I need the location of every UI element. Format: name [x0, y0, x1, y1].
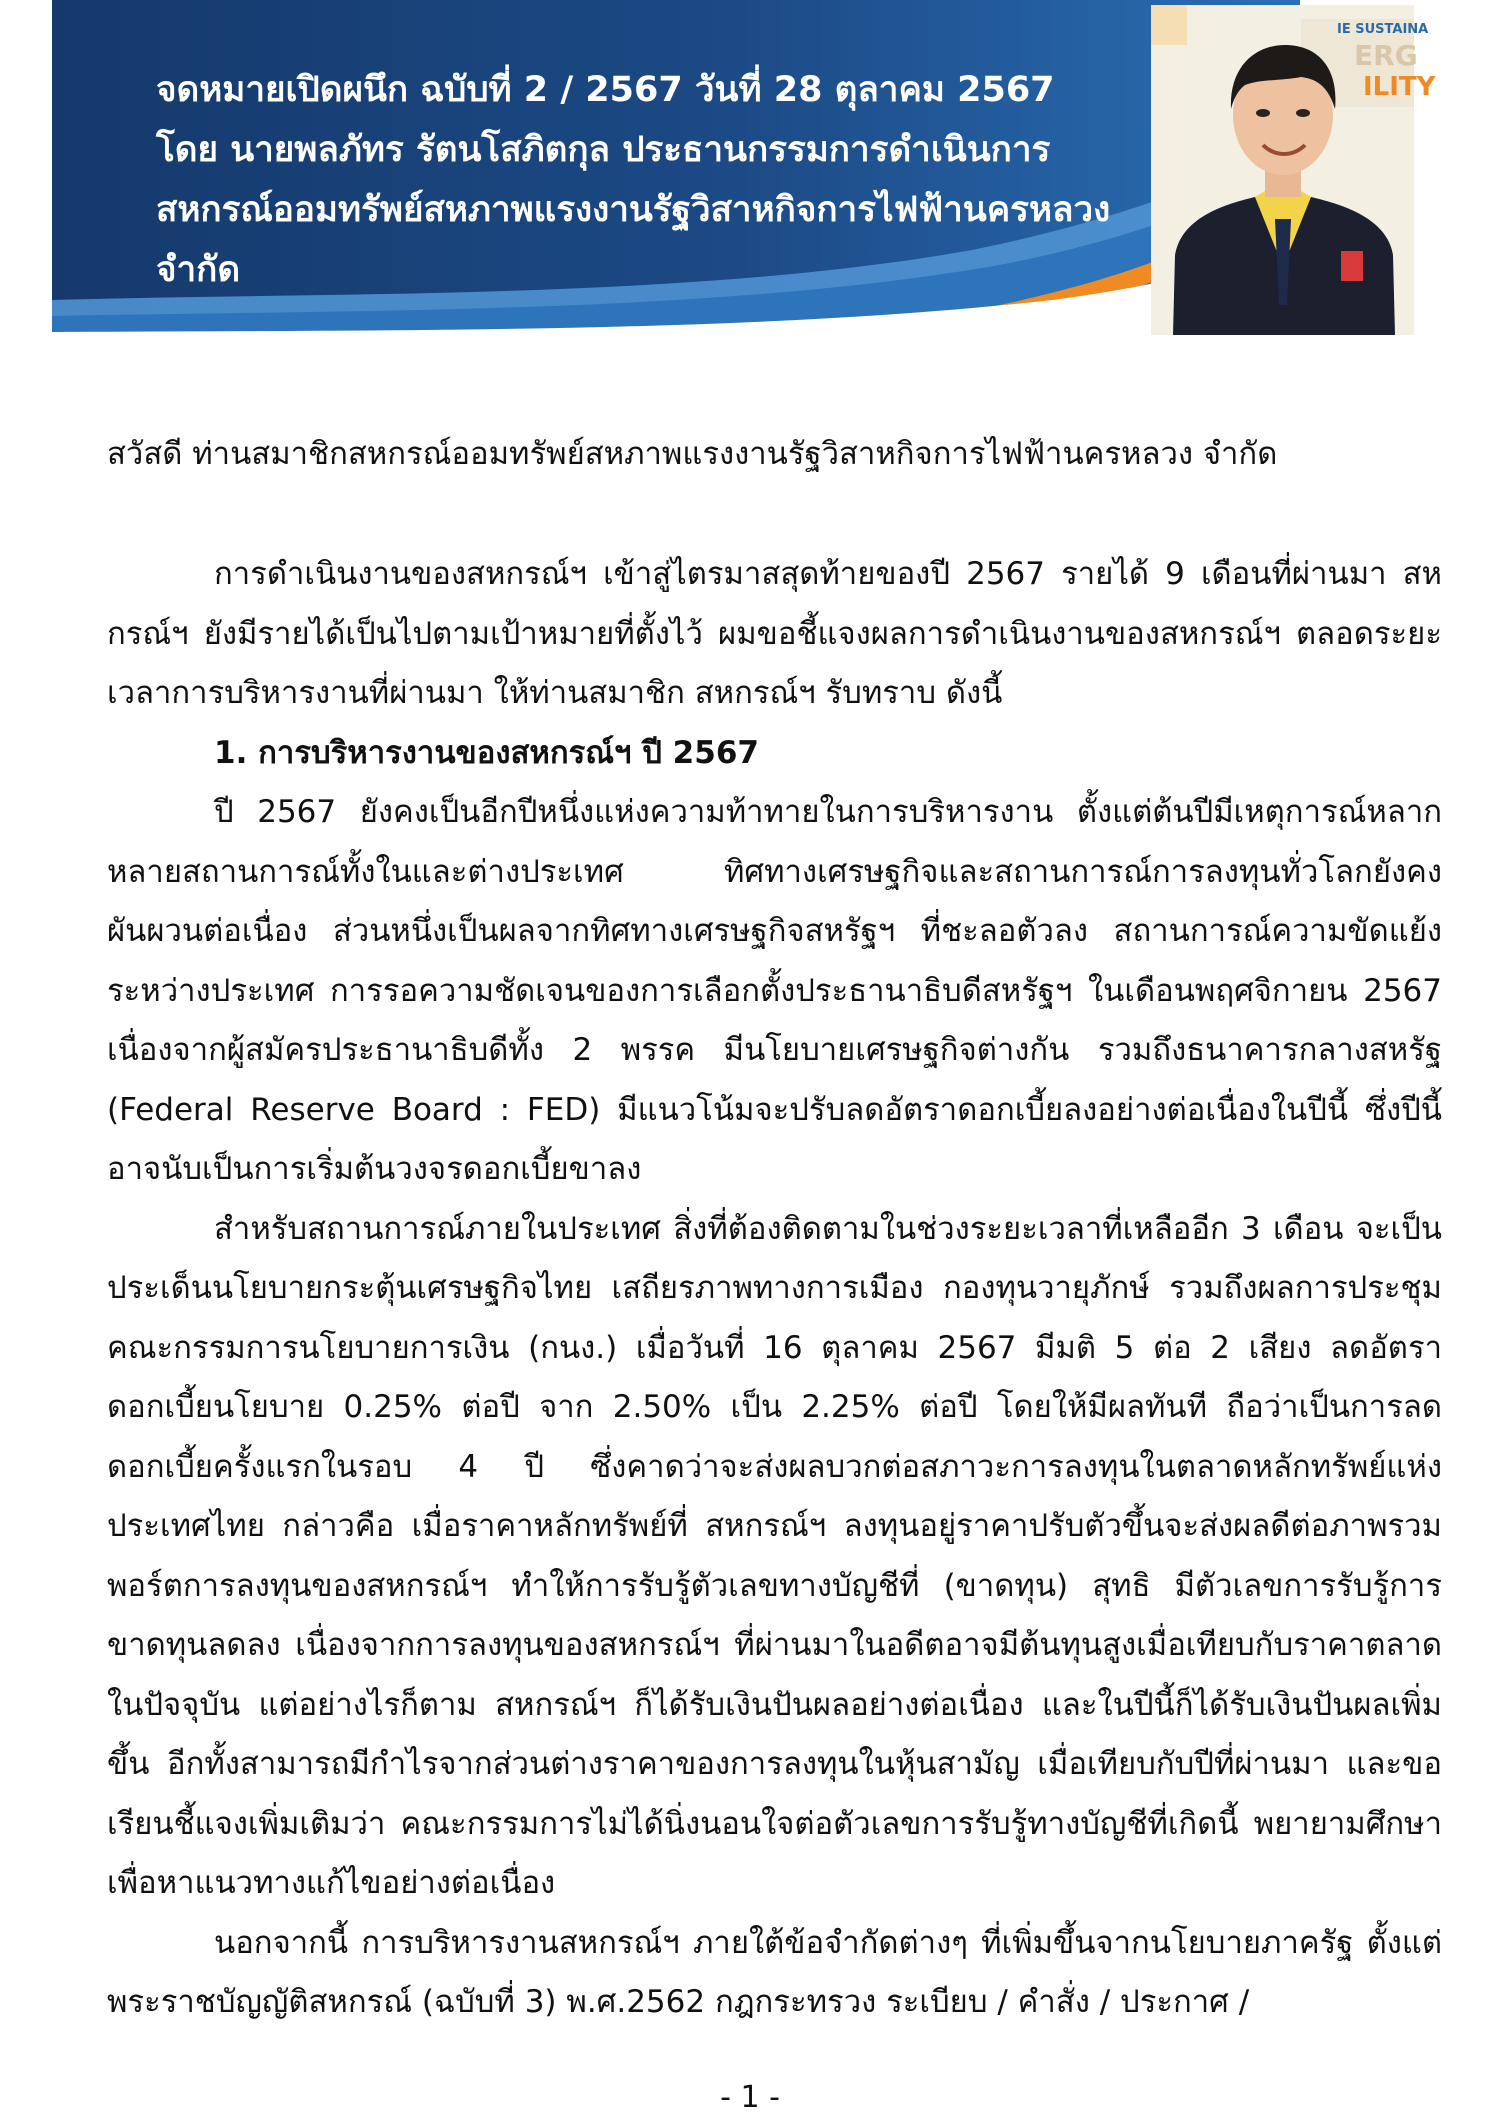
letter-title [156, 60, 1206, 300]
paragraph-regulation: นอกจากนี้ การบริหารงานสหกรณ์ฯ ภายใต้ข้อจำกัดต่างๆ ที่เพิ่มขึ้นจากนโยบายภาครัฐ ตั้งแต่ พระราชบัญญัติสหกรณ์ (ฉบับที่ 3) พ.ศ.2562 กฎกระทรวง ระเบียบ / คำสั่ง / ประกาศ / [107, 1924, 1442, 2020]
paragraph-domestic-situation: สำหรับสถานการณ์ภายในประเทศ สิ่งที่ต้องติดตามในช่วงระยะเวลาที่เหลืออีก 3 เดือน จะเป็นประเด็นนโยบายกระตุ้นเศรษฐกิจไทย เสถียรภาพทางการเมือง กองทุนวายุภักษ์ รวมถึงผลการประชุมคณะกรรมการนโยบายการเงิน (กนง.) เมื่อวันที่ 16 ตุลาคม 2567 มีมติ 5 ต่อ 2 เสียง ลดอัตราดอกเบี้ยนโยบาย 0.25% ต่อปี จาก 2.50% เป็น 2.25% ต่อปี โดยให้มีผลทันที ถือว่าเป็นการลดดอกเบี้ยครั้งแรกในรอบ 4 ปี ซึ่งคาดว่าจะส่งผลบวกต่อสภาวะการลงทุนในตลาดหลักทรัพย์แห่งประเทศไทย กล่าวคือ เมื่อราคาหลักทรัพย์ที่ สหกรณ์ฯ ลงทุนอยู่ราคาปรับตัวขึ้นจะส่งผลดีต่อภาพรวมพอร์ตการลงทุนของสหกรณ์ฯ ทำให้การรับรู้ตัวเลขทางบัญชีที่ (ขาดทุน) สุทธิ มีตัวเลขการรับรู้การขาดทุนลดลง เนื่องจากการลงทุนของสหกรณ์ฯ ที่ผ่านมาในอดีตอาจมีต้นทุนสูงเมื่อเทียบกับราคาตลาดในปัจจุบัน แต่อย่างไรก็ตาม สหกรณ์ฯ ก็ได้รับเงินปันผลอย่างต่อเนื่อง และในปีนี้ก็ได้รับเงินปันผลเพิ่มขึ้น อีกทั้งสามารถมีกำไรจากส่วนต่างราคาของการลงทุนในหุ้นสามัญ เมื่อเทียบกับปีที่ผ่านมา และขอเรียนชี้แจงเพิ่มเติมว่า คณะกรรมการไม่ได้นิ่งนอนใจต่อตัวเลขการรับรู้ทางบัญชีที่เกิดนี้ พยายามศึกษาเพื่อหาแนวทางแก้ไขอย่างต่อเนื่อง [107, 1210, 1442, 1901]
title-line-4: จำกัด [156, 250, 241, 290]
backdrop-logo [1151, 5, 1187, 45]
paragraph-intro: การดำเนินงานของสหกรณ์ฯ เข้าสู่ไตรมาสสุดท้ายของปี 2567 รายได้ 9 เดือนที่ผ่านมา สหกรณ์ฯ ยังมีรายได้เป็นไปตามเป้าหมายที่ตั้งไว้ ผมขอชี้แจงผลการดำเนินงานของสหกรณ์ฯ ตลอดระยะเวลาการบริหารงานที่ผ่านมา ให้ท่านสมาชิก สหกรณ์ฯ รับทราบ ดังนี้ [107, 556, 1442, 711]
backdrop-text-sustain: IE SUSTAINA [1337, 22, 1429, 37]
greeting: สวัสดี ท่านสมาชิกสหกรณ์ออมทรัพย์สหภาพแรงงานรัฐวิสาหกิจการไฟฟ้านครหลวง จำกัด [107, 436, 1278, 472]
header-banner [52, 0, 1300, 338]
backdrop-text-erg: ERG [1354, 39, 1418, 72]
title-line-1: จดหมายเปิดผนึก ฉบับที่ 2 / 2567 วันที่ 28 ตุลาคม 2567 [156, 70, 1055, 110]
paragraph-global-situation: ปี 2567 ยังคงเป็นอีกปีหนึ่งแห่งความท้าทายในการบริหารงาน ตั้งแต่ต้นปีมีเหตุการณ์หลากหลายสถานการณ์ทั้งในและต่างประเทศ ทิศทางเศรษฐกิจและสถานการณ์การลงทุนทั่วโลกยังคงผันผวนต่อเนื่อง ส่วนหนึ่งเป็นผลจากทิศทางเศรษฐกิจสหรัฐฯ ที่ชะลอตัวลง สถานการณ์ความขัดแย้งระหว่างประเทศ การรอความชัดเจนของการเลือกตั้งประธานาธิบดีสหรัฐฯ ในเดือนพฤศจิกายน 2567 เนื่องจากผู้สมัครประธานาธิบดีทั้ง 2 พรรค มีนโยบายเศรษฐกิจต่างกัน รวมถึงธนาคารกลางสหรัฐ (Federal Reserve Board : FED) มีแนวโน้มจะปรับลดอัตราดอกเบี้ยลงอย่างต่อเนื่องในปีนี้ ซึ่งปีนี้อาจนับเป็นการเริ่มต้นวงจรดอกเบี้ยขาลง [107, 794, 1442, 1187]
backdrop-text-ility: ILITY [1363, 72, 1436, 102]
letter-body [107, 545, 1442, 2033]
portrait-eye-right [1296, 109, 1310, 117]
portrait-badge [1341, 251, 1363, 281]
portrait-eye-left [1256, 109, 1270, 117]
section-1-heading: 1. การบริหารงานของสหกรณ์ฯ ปี 2567 [214, 734, 759, 771]
title-line-3: สหกรณ์ออมทรัพย์สหภาพแรงงานรัฐวิสาหกิจการไฟฟ้านครหลวง [156, 190, 1111, 230]
page-number: - 1 - [720, 2080, 780, 2115]
title-line-2: โดย นายพลภัทร รัตนโสภิตกุล ประธานกรรมการดำเนินการ [156, 130, 1051, 170]
